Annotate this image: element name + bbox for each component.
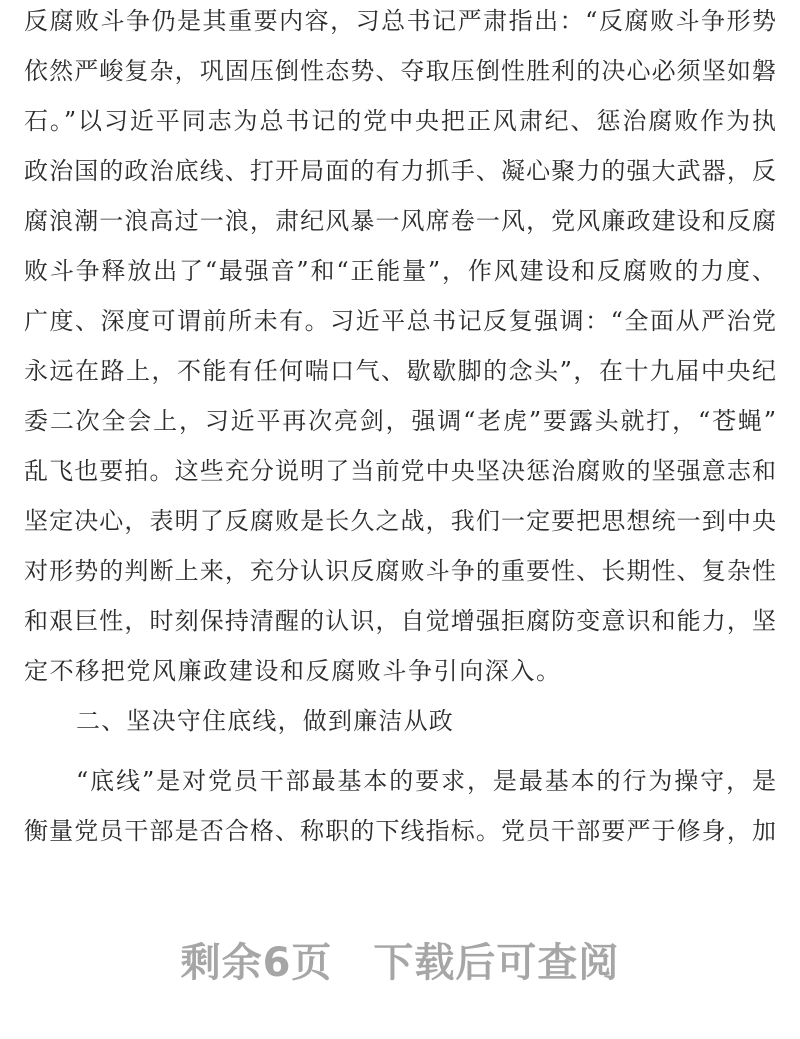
paragraph-last-line: 定不移把党风廉政建设和反腐败斗争引向深入。 xyxy=(24,657,562,685)
paragraph-line: 腐浪潮一浪高过一浪，肃纪风暴一风席卷一风，党风廉政建设和反腐 xyxy=(24,207,776,235)
paragraph-line: 委二次全会上，习近平再次亮剑，强调“老虎”要露头就打，“苍蝇” xyxy=(24,407,776,435)
paragraph-line: 依然严峻复杂，巩固压倒性态势、夺取压倒性胜利的决心必须坚如磐 xyxy=(24,57,776,85)
paragraph-line: 对形势的判断上来，充分认识反腐败斗争的重要性、长期性、复杂性 xyxy=(24,557,776,585)
paragraph-line: 衡量党员干部是否合格、称职的下线指标。党员干部要严于修身，加 xyxy=(24,817,776,845)
paragraph-line: 石。”以习近平同志为总书记的党中央把正风肃纪、惩治腐败作为执 xyxy=(24,107,776,135)
paragraph-line: 反腐败斗争仍是其重要内容，习总书记严肃指出：“反腐败斗争形势 xyxy=(24,7,776,35)
paragraph-line: 乱飞也要拍。这些充分说明了当前党中央坚决惩治腐败的坚强意志和 xyxy=(24,457,776,485)
paragraph-line: “底线”是对党员干部最基本的要求，是最基本的行为操守，是 xyxy=(76,767,776,795)
section-heading: 二、坚决守住底线，做到廉洁从政 xyxy=(76,707,454,735)
paragraph-line: 败斗争释放出了“最强音”和“正能量”，作风建设和反腐败的力度、 xyxy=(24,257,776,285)
paragraph-line: 和艰巨性，时刻保持清醒的认识，自觉增强拒腐防变意识和能力，坚 xyxy=(24,607,776,635)
paragraph-line: 广度、深度可谓前所未有。习近平总书记反复强调：“全面从严治党 xyxy=(24,307,776,335)
paragraph-line: 永远在路上，不能有任何喘口气、歇歇脚的念头”，在十九届中央纪 xyxy=(24,357,776,385)
download-prompt-banner[interactable]: 剩余6页 下载后可查阅 xyxy=(180,940,620,986)
paragraph-line: 坚定决心，表明了反腐败是长久之战，我们一定要把思想统一到中央 xyxy=(24,507,776,535)
paragraph-line: 政治国的政治底线、打开局面的有力抓手、凝心聚力的强大武器，反 xyxy=(24,157,776,185)
